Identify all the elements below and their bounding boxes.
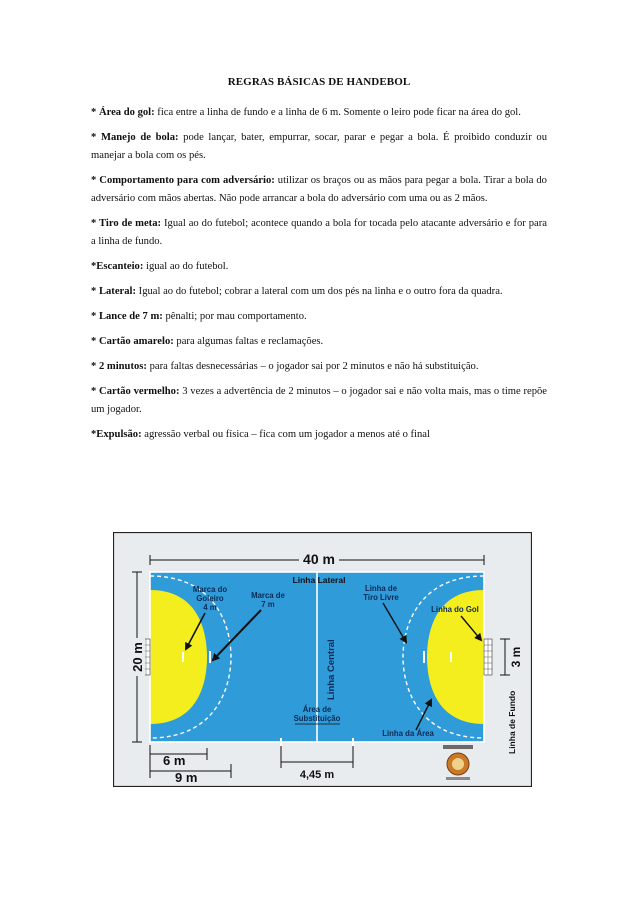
rule-heading: * Lateral:	[91, 286, 137, 297]
rule-text: utilizar os braços ou as mãos para pegar a bola. Tirar a bola do adversário com mãos abertas. Não pode arrancar a bola do adversário com uma ou as 2 mãos.	[91, 175, 547, 204]
rule-heading: *Expulsão:	[91, 429, 142, 440]
rule-text: para faltas desnecessárias – o jogador sai por 2 minutos e não há substituição.	[146, 361, 479, 372]
rule-heading: * Área do gol:	[91, 107, 155, 118]
marca-goleiro-label-1: Marca do	[192, 585, 228, 594]
rule-item	[91, 426, 547, 444]
court-svg	[113, 532, 532, 787]
linha-lateral-label: Linha Lateral	[292, 575, 346, 585]
linha-central-label: Linha Central	[326, 639, 337, 700]
rule-text: Igual ao do futebol; cobrar a lateral com um dos pés na linha e o outro fora da quadra.	[136, 286, 503, 297]
linha-area-label: Linha da Área	[382, 729, 434, 738]
area-substituicao-label-1: Área de	[302, 705, 332, 714]
area-substituicao-label-2: Substituição	[293, 714, 341, 723]
rule-heading: * 2 minutos:	[91, 361, 147, 372]
rule-heading: * Lance de 7 m:	[91, 311, 163, 322]
linha-fundo-label: Linha de Fundo	[507, 690, 517, 754]
marca-goleiro-label-2: Goleiro	[196, 594, 224, 603]
rule-text: pode lançar, bater, empurrar, socar, parar e pegar a bola. É proibido conduzir ou manejar a bola com os pés.	[91, 132, 547, 161]
document-title: REGRAS BÁSICAS DE HANDEBOL	[227, 76, 411, 88]
height-label: 20 m	[130, 642, 145, 672]
marca-goleiro-label-3: 4 m	[203, 603, 217, 612]
rule-text: para algumas faltas e reclamações.	[173, 336, 324, 347]
rule-text: pênalti; por mau comportamento.	[162, 311, 307, 322]
rule-text: igual ao do futebol.	[143, 261, 229, 272]
rule-heading: * Comportamento para com adversário:	[91, 175, 275, 186]
rule-heading: * Cartão vermelho:	[91, 386, 180, 397]
rule-text: 3 vezes a advertência de 2 minutos – o jogador sai e não volta mais, mas o time repõe um jogador.	[91, 386, 547, 415]
rule-text: agressão verbal ou física – fica com um jogador a menos até o final	[141, 429, 430, 440]
rule-item	[91, 104, 547, 122]
marca-7m-label-1: Marca de	[251, 591, 285, 600]
six-m-label: 6 m	[163, 753, 186, 768]
rule-item	[91, 129, 547, 165]
width-label: 40 m	[303, 551, 335, 567]
rule-heading: * Tiro de meta:	[91, 218, 162, 229]
sub-area-label: 4,45 m	[299, 769, 335, 781]
rule-item	[91, 172, 547, 208]
rule-item	[91, 215, 547, 251]
linha-gol-label: Linha do Gol	[431, 605, 479, 614]
nine-m-label: 9 m	[175, 770, 198, 785]
rule-heading: * Manejo de bola:	[91, 132, 179, 143]
rule-heading: * Cartão amarelo:	[91, 336, 174, 347]
goal-width-label: 3 m	[509, 646, 523, 668]
tiro-livre-label-2: Tiro Livre	[363, 593, 399, 602]
rule-text: Igual ao do futebol; acontece quando a bola for tocada pelo atacante adversário e for para a linha de fundo.	[91, 218, 547, 247]
rule-item	[91, 383, 547, 419]
tiro-livre-label-1: Linha de	[364, 584, 398, 593]
rule-item	[91, 283, 547, 301]
handball-court-diagram	[113, 532, 532, 787]
marca-7m-label-2: 7 m	[261, 600, 275, 609]
rule-item	[91, 258, 547, 276]
rule-text: fica entre a linha de fundo e a linha de 6 m. Somente o leiro pode ficar na área do gol.	[154, 107, 521, 118]
rule-heading: *Escanteio:	[91, 261, 144, 272]
rule-item	[91, 333, 547, 351]
rules-list	[91, 104, 547, 451]
rule-item	[91, 308, 547, 326]
rule-item	[91, 358, 547, 376]
